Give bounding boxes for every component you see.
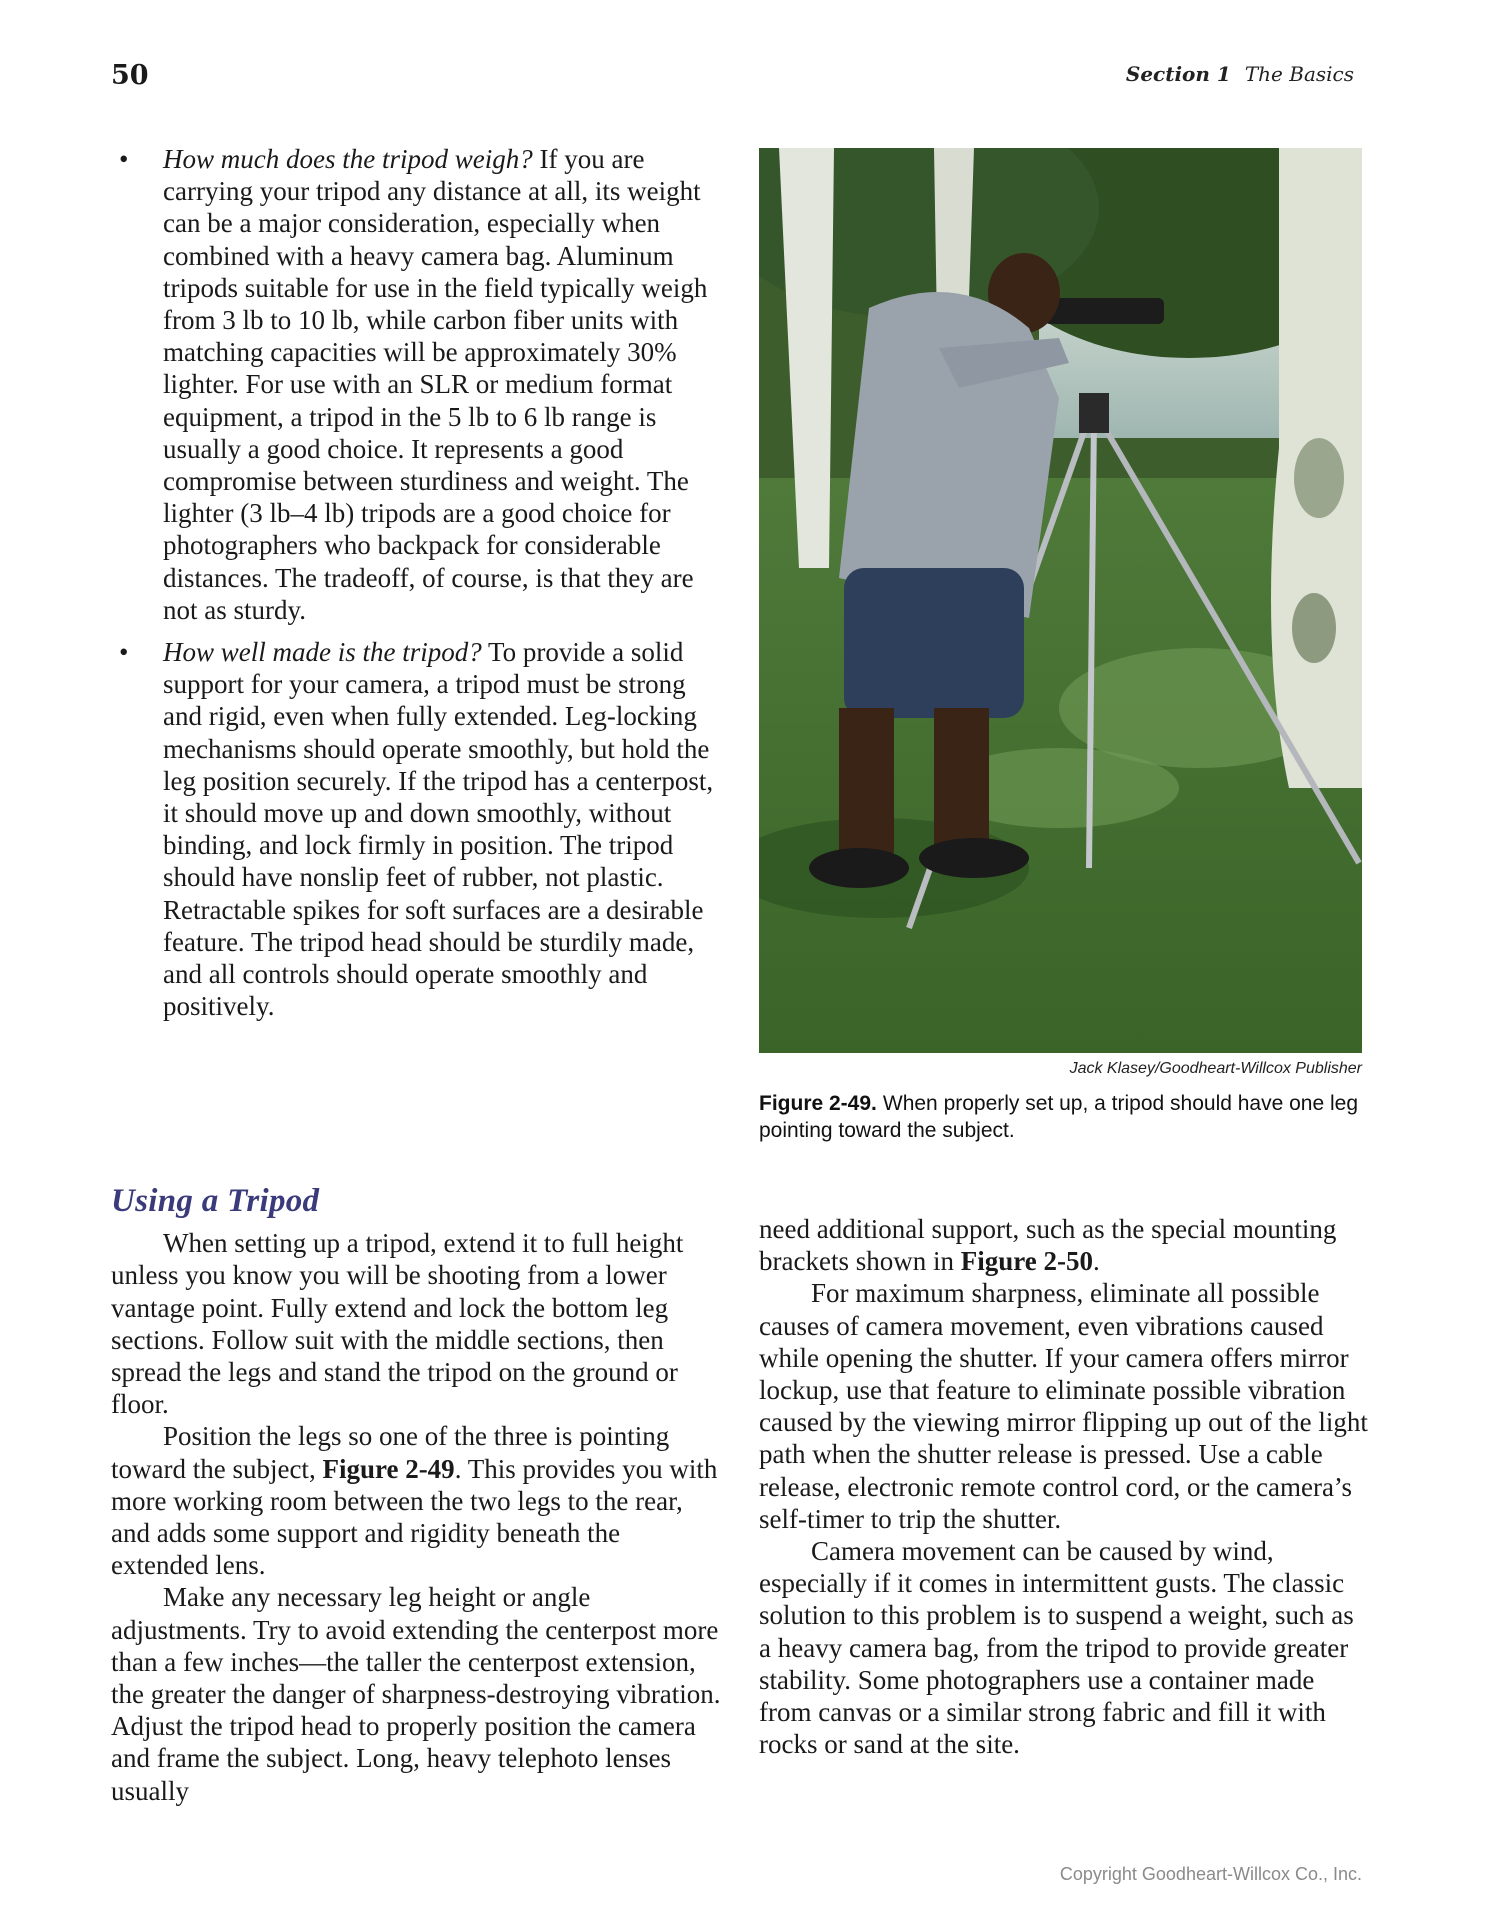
photo-credit: Jack Klasey/Goodheart-Willcox Publisher	[1069, 1060, 1362, 1077]
figure-photo	[759, 148, 1362, 1053]
figure-reference: Figure 2-49	[322, 1453, 455, 1484]
bullet-dot: •	[119, 144, 129, 174]
figure-caption	[759, 1090, 1369, 1144]
paragraph-text: need additional support, such as the special mounting brackets shown in	[759, 1214, 1337, 1277]
bullet-lead: How much does the tripod weigh?	[163, 144, 533, 174]
figure-caption-text: When properly set up, a tripod should have one leg pointing toward the subject.	[759, 1092, 1359, 1142]
paragraph	[111, 1420, 721, 1581]
bullet-body: To provide a solid support for your camera, a tripod must be strong and rigid, even when fully extended. Leg-locking mechanisms should operate smoothly, but hold the leg position securely. If the tripod has a centerpost, it should move up and down smoothly, without binding, and lock firmly in position. The tripod should have nonslip feet of rubber, not plastic. Retractable spikes for soft surfaces are a desirable feature. The tripod head should be sturdily made, and all controls should operate smoothly and positively.	[163, 637, 714, 1022]
photo-tripod-scene	[759, 148, 1362, 1053]
bullet-body: If you are carrying your tripod any distance at all, its weight can be a major consideration, especially when combined with a heavy camera bag. Aluminum tripods suitable for use in the field typically weigh from 3 lb to 10 lb, while carbon fiber units with matching capacities will be approximately 30% lighter. For use with an SLR or medium format equipment, a tripod in the 5 lb to 6 lb range is usually a good choice. It represents a good compromise between sturdiness and weight. The lighter (3 lb–4 lb) tripods are a good choice for photographers who backpack for considerable distances. The tradeoff, of course, is that they are not as sturdy.	[163, 144, 708, 625]
figure-reference: Figure 2-50	[960, 1246, 1093, 1277]
figure-label: Figure 2-49.	[759, 1092, 877, 1115]
section-heading: Using a Tripod	[111, 1183, 320, 1219]
paragraph: Make any necessary leg height or angle adjustments. Try to avoid extending the centerpost more than a few inches—the taller the centerpost extension, the greater the danger of sharpness-destroying vibration. Adjust the tripod head to properly position the camera and frame the subject. Long, heavy telephoto lenses usually	[111, 1582, 721, 1806]
list-item	[111, 143, 721, 626]
bullet-column	[111, 143, 721, 1032]
paragraph-text: . This provides you with more working room between the two legs to the rear, and adds some support and rigidity beneath the extended lens.	[111, 1453, 718, 1581]
paragraph	[759, 1213, 1369, 1277]
section-left-column	[111, 1185, 721, 1807]
paragraph-text: .	[1092, 1246, 1100, 1277]
bullet-list	[111, 143, 721, 1022]
section-right-column	[759, 1213, 1369, 1760]
list-item	[111, 636, 721, 1022]
paragraph: Camera movement can be caused by wind, especially if it comes in intermittent gusts. The classic solution to this problem is to suspend a weight, such as a heavy camera bag, from the tripod to provide greater stability. Some photographers use a container made from canvas or a similar strong fabric and fill it with rocks or sand at the site.	[759, 1536, 1354, 1760]
bullet-lead: How well made is the tripod?	[163, 637, 482, 668]
copyright-notice: Copyright Goodheart-Willcox Co., Inc.	[1059, 1864, 1362, 1884]
running-head	[1126, 62, 1354, 86]
page-number: 50	[111, 60, 149, 91]
paragraph-text: Position the legs so one of the three is pointing toward the subject,	[111, 1421, 670, 1484]
section-label: Section 1	[1125, 62, 1231, 86]
section-title: The Basics	[1244, 62, 1354, 86]
bullet-dot: •	[119, 637, 129, 668]
paragraph: When setting up a tripod, extend it to full height unless you know you will be shooting from a lower vantage point. Fully extend and lock the bottom leg sections. Follow suit with the middle sections, then spread the legs and stand the tripod on the ground or floor.	[111, 1228, 684, 1420]
paragraph: For maximum sharpness, eliminate all possible causes of camera movement, even vibrations caused while opening the shutter. If your camera offers mirror lockup, use that feature to eliminate possible vibration caused by the viewing mirror flipping up out of the light path when the shutter release is pressed. Use a cable release, electronic remote control cord, or the camera’s self-timer to trip the shutter.	[759, 1278, 1368, 1534]
